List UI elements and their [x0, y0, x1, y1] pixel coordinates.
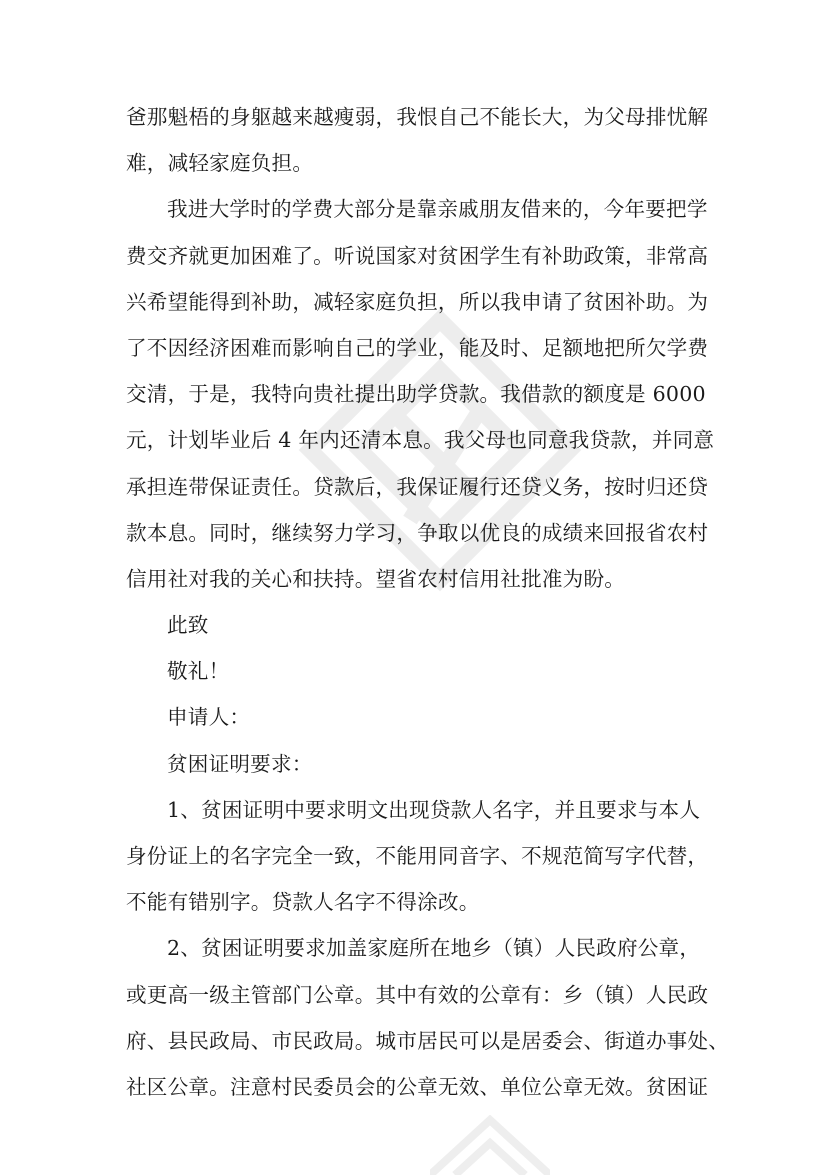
closing-regards: 敬礼！ [167, 659, 230, 684]
text-line: 交清，于是，我特向贵社提出助学贷款。我借款的额度是 6000 [126, 382, 706, 407]
text-line: 费交齐就更加困难了。听说国家对贫困学生有补助政策，非常高 [126, 243, 709, 268]
text-line: 难，减轻家庭负担。 [126, 151, 314, 176]
text-line: 府、县民政局、市民政局。城市居民可以是居委会、街道办事处、 [126, 1028, 730, 1053]
section-heading: 贫困证明要求： [167, 751, 313, 776]
requirement-2-start: 2、贫困证明要求加盖家庭所在地乡（镇）人民政府公章， [167, 936, 701, 961]
diamond-logo-watermark-icon-bottom [430, 1115, 550, 1175]
text-line: 或更高一级主管部门公章。其中有效的公章有：乡（镇）人民政 [126, 982, 709, 1007]
applicant-label: 申请人： [167, 705, 251, 730]
text-line: 款本息。同时，继续努力学习，争取以优良的成绩来回报省农村 [126, 520, 709, 545]
text-line: 爸那魁梧的身躯越来越瘦弱，我恨自己不能长大，为父母排忧解 [126, 105, 709, 129]
text-line: 元，计划毕业后 4 年内还清本息。我父母也同意我贷款，并同意 [126, 428, 715, 453]
text-line: 兴希望能得到补助，减轻家庭负担，所以我申请了贫困补助。为 [126, 289, 709, 314]
closing-salutation: 此致 [167, 613, 209, 638]
text-line: 了不因经济困难而影响自己的学业，能及时、足额地把所欠学费 [126, 335, 709, 360]
paragraph-start-line: 我进大学时的学费大部分是靠亲戚朋友借来的，今年要把学 [167, 197, 708, 222]
text-line: 身份证上的名字完全一致，不能用同音字、不规范简写字代替， [126, 844, 709, 868]
text-line: 社区公章。注意村民委员会的公章无效、单位公章无效。贫困证 [126, 1074, 709, 1099]
text-line: 承担连带保证责任。贷款后，我保证履行还贷义务，按时归还贷 [126, 474, 709, 499]
requirement-1-start: 1、贫困证明中要求明文出现贷款人名字，并且要求与本人 [167, 797, 701, 822]
text-line: 信用社对我的关心和扶持。望省农村信用社批准为盼。 [126, 566, 626, 591]
document-body [126, 94, 730, 1110]
text-line: 不能有错别字。贷款人名字不得涂改。 [126, 890, 480, 915]
